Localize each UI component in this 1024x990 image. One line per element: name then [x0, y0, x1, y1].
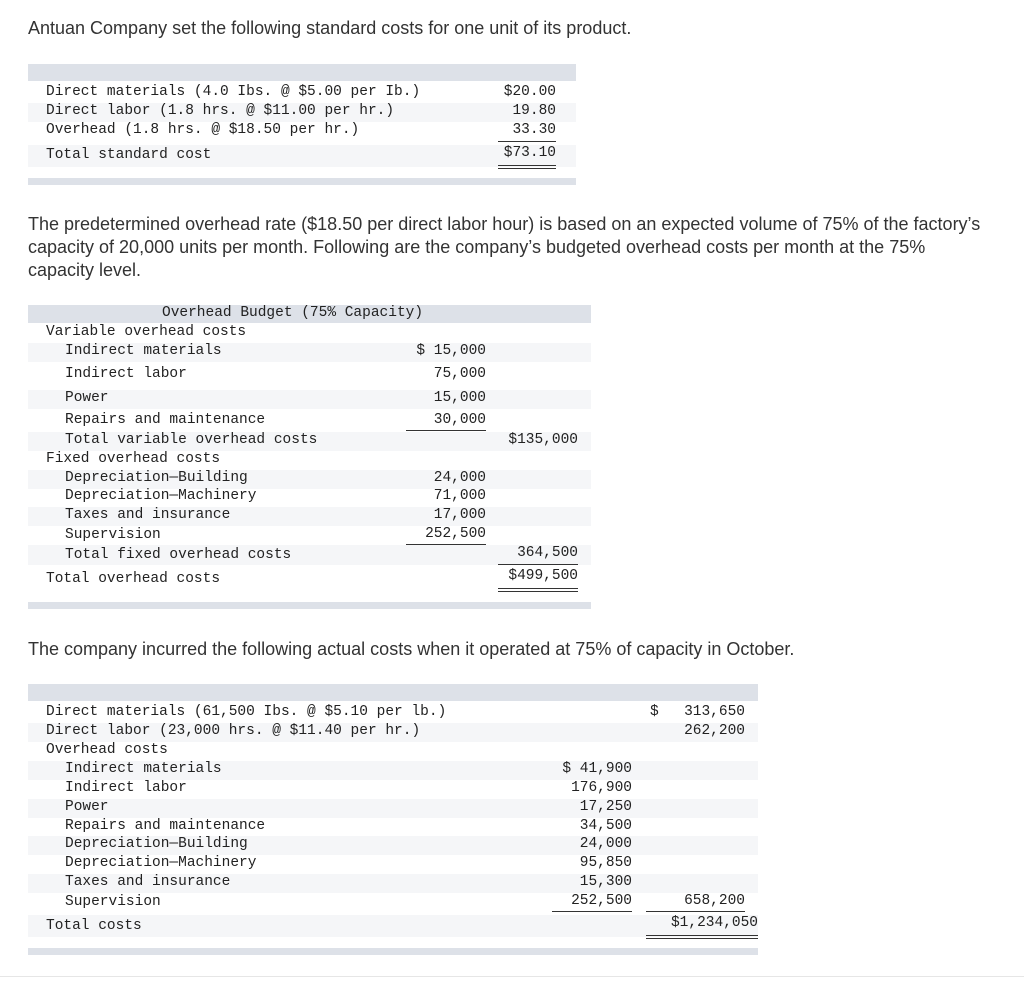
row-label: Indirect labor — [65, 780, 187, 796]
row-amount: 17,000 — [433, 507, 486, 523]
row-label: Indirect materials — [65, 343, 222, 359]
subtotal-row — [28, 545, 591, 565]
standard-cost-table — [28, 64, 576, 186]
table-title: Overhead Budget (75% Capacity) — [162, 305, 424, 321]
row-amount: 34,500 — [579, 818, 632, 834]
row-label: Total fixed overhead costs — [65, 547, 292, 563]
total-amount: $1,234,050 — [646, 915, 758, 939]
table-row — [28, 780, 758, 799]
table-row — [28, 103, 576, 122]
table-row — [28, 390, 591, 409]
table-row — [28, 893, 758, 913]
table-row — [28, 343, 591, 362]
subtotal-row — [28, 432, 591, 451]
row-amount: 24,000 — [579, 836, 632, 852]
row-amount: 33.30 — [498, 122, 556, 142]
total-label: Total standard cost — [46, 147, 212, 163]
table-row — [28, 507, 591, 526]
row-label: Depreciation—Machinery — [65, 855, 257, 871]
table-row — [28, 526, 591, 545]
dollar-sign: $ — [650, 704, 659, 720]
table-title-row — [28, 305, 591, 324]
total-amount: $73.10 — [498, 145, 556, 169]
row-amount: 15,000 — [433, 390, 486, 406]
row-label: Taxes and insurance — [65, 507, 231, 523]
table-header-bar — [28, 684, 758, 701]
total-row — [28, 568, 591, 590]
row-amount: 17,250 — [579, 799, 632, 815]
row-label: Overhead (1.8 hrs. @ $18.50 per hr.) — [46, 122, 360, 138]
table-row — [28, 366, 591, 385]
actual-costs-table — [28, 684, 758, 956]
table-footer-bar — [28, 178, 576, 185]
row-label: Supervision — [65, 894, 161, 910]
row-amount: 15,300 — [579, 874, 632, 890]
row-label: Taxes and insurance — [65, 874, 231, 890]
table-row — [28, 84, 576, 103]
row-label: Total variable overhead costs — [65, 432, 318, 448]
fixed-header: Fixed overhead costs — [46, 451, 221, 467]
row-label: Depreciation—Building — [65, 836, 248, 852]
table-row — [28, 836, 758, 855]
row-label: Direct materials (61,500 Ibs. @ $5.10 per lb.) — [46, 704, 447, 720]
table-row — [28, 818, 758, 837]
table-row — [28, 799, 758, 818]
row-amount: $135,000 — [508, 432, 578, 448]
total-row — [28, 915, 758, 937]
table-row — [28, 470, 591, 489]
row-label: Repairs and maintenance — [65, 412, 266, 428]
overhead-total-amount: 658,200 — [646, 893, 745, 912]
row-amount: 313,650 — [684, 704, 745, 720]
rate-paragraph: The predetermined overhead rate ($18.50 per direct labor hour) is based on an expected volume of 75% of the factory’s capacity of 20,000 units per month. Following are the company’s budgeted overhead costs per month at the 75% capacity level. — [28, 214, 981, 280]
total-label: Total costs — [46, 918, 142, 934]
table-row — [28, 704, 758, 723]
table-row — [28, 412, 591, 431]
overhead-header: Overhead costs — [46, 742, 168, 758]
row-label: Depreciation—Machinery — [65, 488, 257, 504]
row-label: Depreciation—Building — [65, 470, 248, 486]
row-amount: 75,000 — [433, 366, 486, 382]
row-amount: $ 41,900 — [562, 761, 632, 777]
variable-header: Variable overhead costs — [46, 324, 247, 340]
table-row — [28, 488, 591, 507]
section-header — [28, 742, 758, 761]
total-label: Total overhead costs — [46, 571, 221, 587]
table-row — [28, 723, 758, 742]
table-row — [28, 874, 758, 893]
intro-text: Antuan Company set the following standard costs for one unit of its product. — [28, 18, 632, 38]
row-amount: 364,500 — [498, 545, 578, 565]
row-amount: $ 15,000 — [416, 343, 486, 359]
row-amount: $20.00 — [503, 84, 556, 100]
row-amount: 252,500 — [406, 526, 486, 545]
row-amount: 252,500 — [552, 893, 632, 912]
row-amount: 95,850 — [579, 855, 632, 871]
row-label: Indirect materials — [65, 761, 222, 777]
table-footer-bar — [28, 602, 591, 609]
row-label: Direct materials (4.0 Ibs. @ $5.00 per Ib.) — [46, 84, 421, 100]
table-header-bar — [28, 64, 576, 81]
page-divider — [0, 976, 1024, 977]
row-label: Direct labor (23,000 hrs. @ $11.40 per hr.) — [46, 723, 421, 739]
table-row — [28, 761, 758, 780]
row-label: Power — [65, 799, 109, 815]
table-row — [28, 122, 576, 141]
total-row — [28, 145, 576, 167]
table-footer-bar — [28, 948, 758, 955]
total-amount: $499,500 — [498, 568, 578, 592]
row-amount: 262,200 — [684, 723, 745, 739]
row-amount: 24,000 — [433, 470, 486, 486]
row-amount: 176,900 — [571, 780, 632, 796]
row-amount: 71,000 — [433, 488, 486, 504]
section-header — [28, 324, 591, 343]
actual-costs-paragraph: The company incurred the following actual costs when it operated at 75% of capacity in October. — [28, 639, 795, 659]
table-row — [28, 855, 758, 874]
row-amount: 19.80 — [512, 103, 556, 119]
overhead-budget-table — [28, 305, 591, 610]
row-amount: 30,000 — [406, 412, 486, 431]
row-label: Direct labor (1.8 hrs. @ $11.00 per hr.) — [46, 103, 395, 119]
row-label: Repairs and maintenance — [65, 818, 266, 834]
row-label: Supervision — [65, 527, 161, 543]
section-header — [28, 451, 591, 470]
row-label: Power — [65, 390, 109, 406]
row-label: Indirect labor — [65, 366, 187, 382]
